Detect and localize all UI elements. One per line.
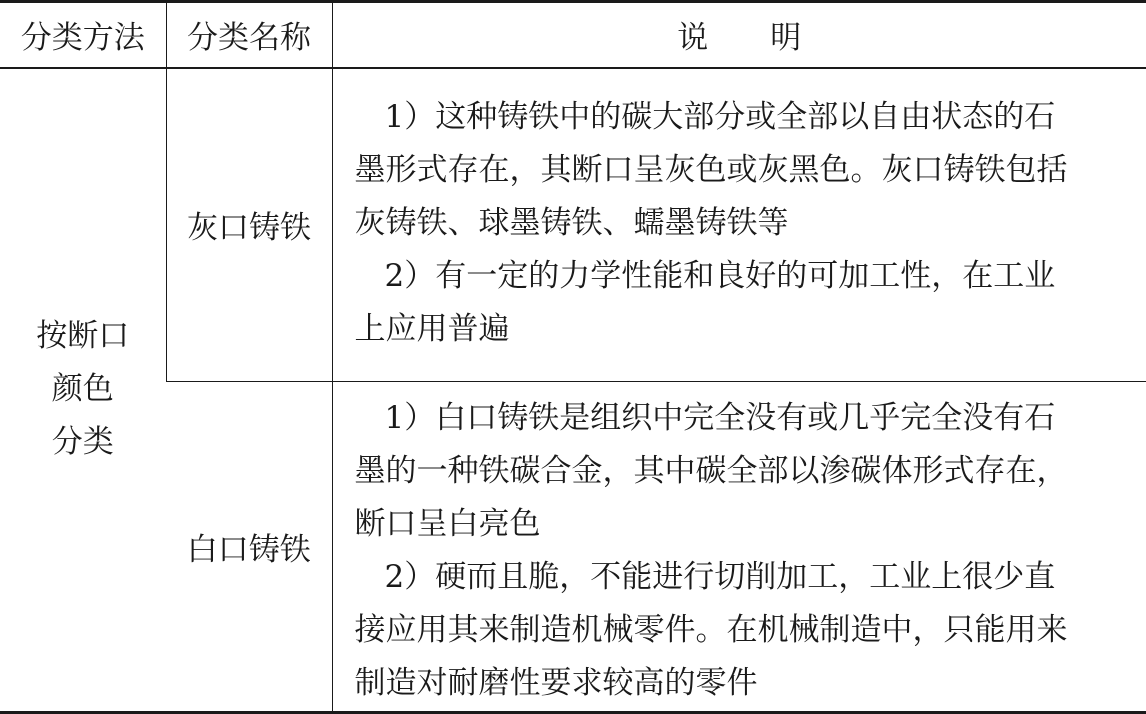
description-gray-iron: [332, 68, 1146, 382]
description-line: 1）白口铸铁是组织中完全没有或几乎完全没有石: [355, 392, 1146, 445]
description-line: 墨的一种铁碳合金，其中碳全部以渗碳体形式存在，: [355, 445, 1146, 498]
description-line: 1）这种铸铁中的碳大部分或全部以自由状态的石: [355, 91, 1146, 144]
method-line: 颜色: [0, 363, 166, 416]
description-line: 2）有一定的力学性能和良好的可加工性，在工业: [355, 250, 1146, 303]
method-line: 按断口: [0, 310, 166, 363]
header-name: 分类名称: [166, 2, 332, 68]
method-cell: [0, 68, 166, 713]
method-line: 分类: [0, 416, 166, 469]
header-method: 分类方法: [0, 2, 166, 68]
type-name-gray-iron: 灰口铸铁: [166, 68, 332, 382]
table-row: [0, 68, 1146, 382]
table-row: [0, 382, 1146, 713]
description-line: 上应用普遍: [355, 303, 1146, 356]
description-line: 断口呈白亮色: [355, 498, 1146, 551]
type-name-white-iron: 白口铸铁: [166, 382, 332, 713]
description-line: 制造对耐磨性要求较高的零件: [355, 657, 1146, 710]
description-white-iron: [332, 382, 1146, 713]
description-line: 接应用其来制造机械零件。在机械制造中，只能用来: [355, 604, 1146, 657]
description-line: 2）硬而且脆，不能进行切削加工，工业上很少直: [355, 551, 1146, 604]
description-line: 灰铸铁、球墨铸铁、蠕墨铸铁等: [355, 197, 1146, 250]
header-row: [0, 2, 1146, 68]
description-line: 墨形式存在，其断口呈灰色或灰黑色。灰口铸铁包括: [355, 144, 1146, 197]
header-description: 说 明: [332, 2, 1146, 68]
